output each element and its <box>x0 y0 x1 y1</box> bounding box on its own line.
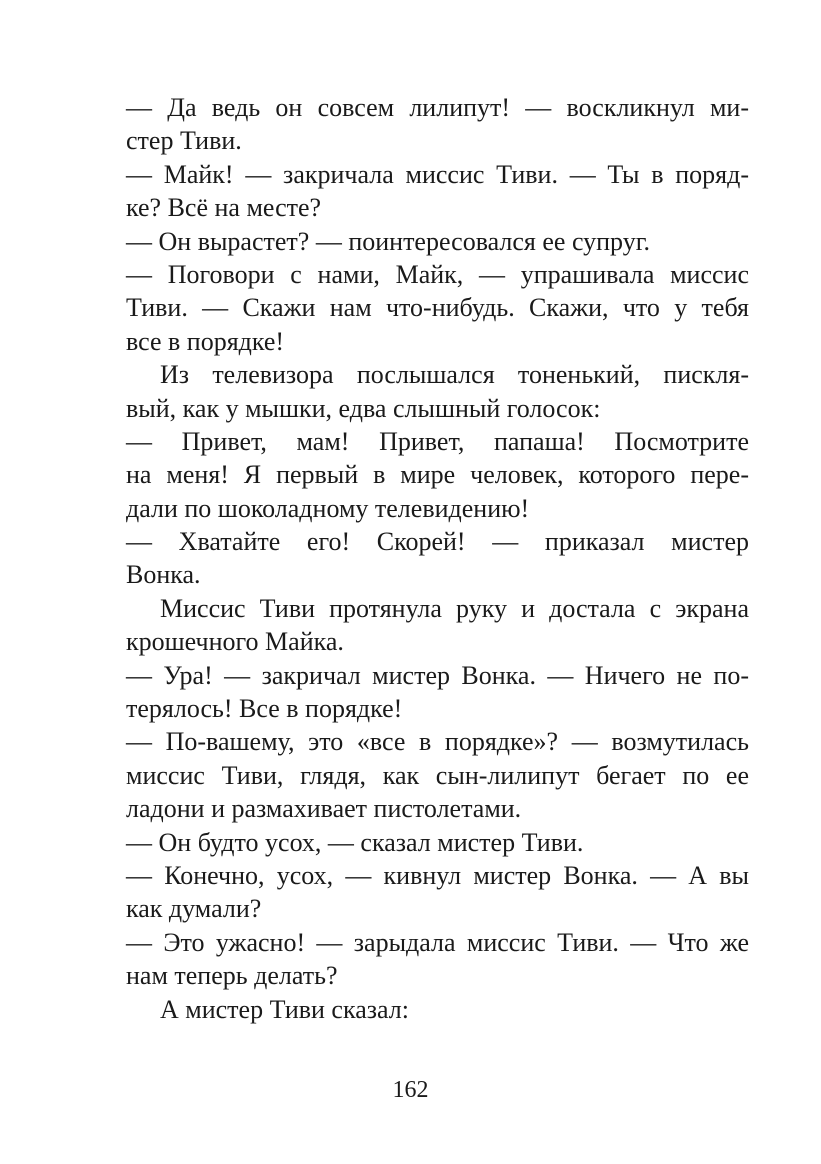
text-line-3: — Майк! — закричала миссис Тиви. — Ты в поряд- <box>126 159 749 189</box>
text-line-1: — Да ведь он совсем лилипут! — воскликнул ми- <box>126 93 749 122</box>
text-line-17: крошечного Майка. <box>126 627 344 657</box>
text-line-14: — Хватайте его! Скорей! — приказал мистер <box>126 527 749 557</box>
text-line-22: ладони и размахивает пистолетами. <box>126 794 522 824</box>
text-line-6: — Поговори с нами, Майк, — упрашивала миссис <box>126 259 749 289</box>
text-line-2: стер Тиви. <box>126 126 242 156</box>
text-line-28: А мистер Тиви сказал: <box>160 994 409 1024</box>
text-line-27: нам теперь делать? <box>126 961 338 991</box>
text-line-5: — Он вырастет? — поинтересовался ее супруг. <box>126 226 650 256</box>
text-line-21: миссис Тиви, глядя, как сын-лилипут бегает по ее <box>126 760 749 790</box>
text-line-25: как думали? <box>126 894 262 924</box>
text-line-18: — Ура! — закричал мистер Вонка. — Ничего не по- <box>126 660 749 690</box>
text-line-13: дали по шоколадному телевидению! <box>126 493 530 523</box>
text-line-10: вый, как у мышки, едва слышный голосок: <box>126 393 601 423</box>
text-line-8: все в порядке! <box>126 326 285 356</box>
text-line-23: — Он будто усох, — сказал мистер Тиви. <box>126 827 584 857</box>
text-line-7: Тиви. — Скажи нам что-нибудь. Скажи, что у тебя <box>126 293 749 323</box>
page-body-text <box>126 91 749 1026</box>
text-line-4: ке? Всё на месте? <box>126 193 322 223</box>
text-line-15: Вонка. <box>126 560 201 590</box>
text-line-20: — По-вашему, это «все в порядке»? — возмутилась <box>126 727 749 757</box>
text-line-11: — Привет, мам! Привет, папаша! Посмотрите <box>126 426 749 456</box>
text-line-26: — Это ужасно! — зарыдала миссис Тиви. — Что же <box>126 927 749 957</box>
text-line-24: — Конечно, усох, — кивнул мистер Вонка. — А вы <box>126 860 749 890</box>
text-line-19: терялось! Все в порядке! <box>126 694 403 724</box>
text-line-16: Миссис Тиви протянула руку и достала с экрана <box>160 593 749 623</box>
text-line-9: Из телевизора послышался тоненький, пискля- <box>160 360 749 390</box>
text-line-12: на меня! Я первый в мире человек, которого пере- <box>126 460 749 490</box>
page-number: 162 <box>392 1077 429 1103</box>
